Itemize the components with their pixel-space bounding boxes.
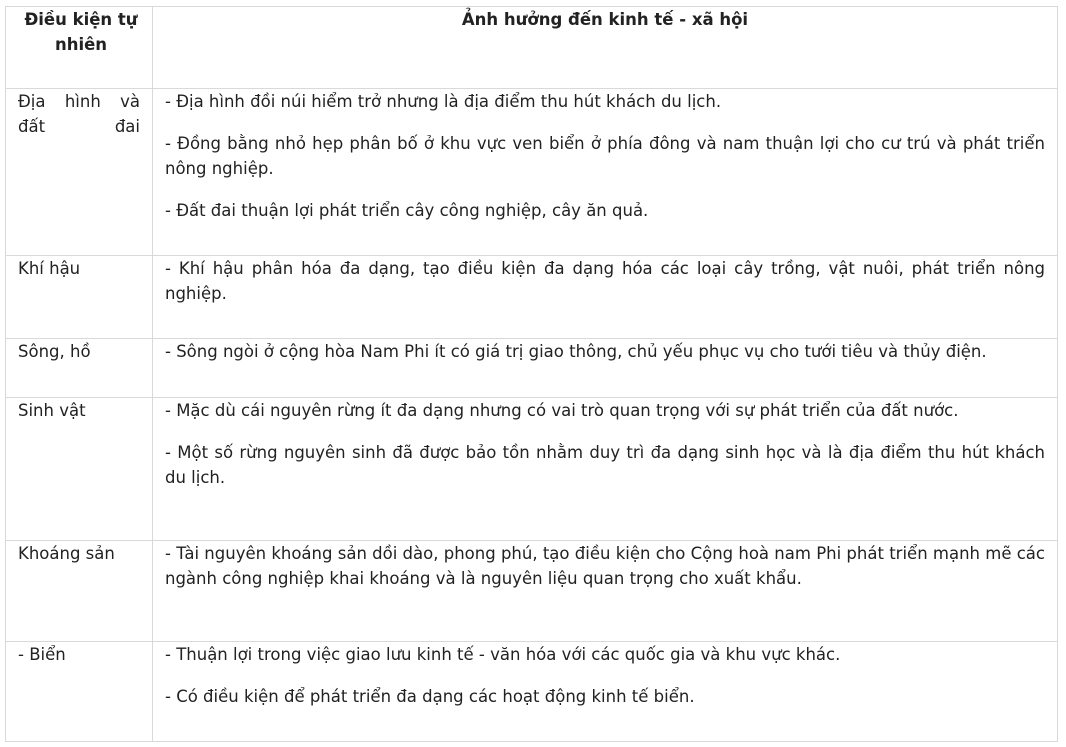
row-label-terrain: Địa hình và đất đai [6, 89, 153, 256]
row-label-rivers: Sông, hồ [6, 339, 153, 398]
table-row [6, 541, 1058, 642]
table-row [6, 89, 1058, 256]
effect-text: - Có điều kiện để phát triển đa dạng các hoạt động kinh tế biển. [165, 687, 695, 706]
table-header-row [6, 7, 1058, 89]
table-row [6, 398, 1058, 541]
row-label-biota: Sinh vật [6, 398, 153, 541]
row-label-minerals: Khoáng sản [6, 541, 153, 642]
effect-text: - Địa hình đồi núi hiểm trở nhưng là địa điểm thu hút khách du lịch. [165, 92, 722, 111]
effect-text: - Một số rừng nguyên sinh đã được bảo tồn nhằm duy trì đa dạng sinh học và là địa điểm thu hút khách du lịch. [165, 443, 1045, 487]
header-natural-conditions: Điều kiện tự nhiên [6, 7, 153, 89]
effect-text: - Thuận lợi trong việc giao lưu kinh tế - văn hóa với các quốc gia và khu vực khác. [165, 645, 841, 664]
row-label-sea: - Biển [6, 642, 153, 742]
row-effects-rivers [153, 339, 1058, 398]
row-label-climate: Khí hậu [6, 256, 153, 339]
effect-text: - Mặc dù cái nguyên rừng ít đa dạng nhưng có vai trò quan trọng với sự phát triển của đất nước. [165, 401, 959, 420]
row-effects-minerals [153, 541, 1058, 642]
table-row [6, 339, 1058, 398]
row-effects-climate [153, 256, 1058, 339]
effect-text: - Khí hậu phân hóa đa dạng, tạo điều kiện đa dạng hóa các loại cây trồng, vật nuôi, phát triển nông nghiệp. [165, 259, 1045, 303]
row-effects-terrain [153, 89, 1058, 256]
row-effects-biota [153, 398, 1058, 541]
effect-text: - Đất đai thuận lợi phát triển cây công nghiệp, cây ăn quả. [165, 201, 649, 220]
effect-text: - Sông ngòi ở cộng hòa Nam Phi ít có giá trị giao thông, chủ yếu phục vụ cho tưới tiêu và thủy điện. [165, 342, 987, 361]
header-economic-impact: Ảnh hưởng đến kinh tế - xã hội [153, 7, 1058, 89]
row-effects-sea [153, 642, 1058, 742]
effect-text: - Tài nguyên khoáng sản dồi dào, phong phú, tạo điều kiện cho Cộng hoà nam Phi phát triển mạnh mẽ các ngành công nghiệp khai khoáng và là nguyên liệu quan trọng cho xuất khẩu. [165, 544, 1045, 588]
table-row [6, 256, 1058, 339]
natural-conditions-table [5, 6, 1058, 742]
table-row [6, 642, 1058, 742]
effect-text: - Đồng bằng nhỏ hẹp phân bố ở khu vực ven biển ở phía đông và nam thuận lợi cho cư trú và phát triển nông nghiệp. [165, 134, 1045, 178]
